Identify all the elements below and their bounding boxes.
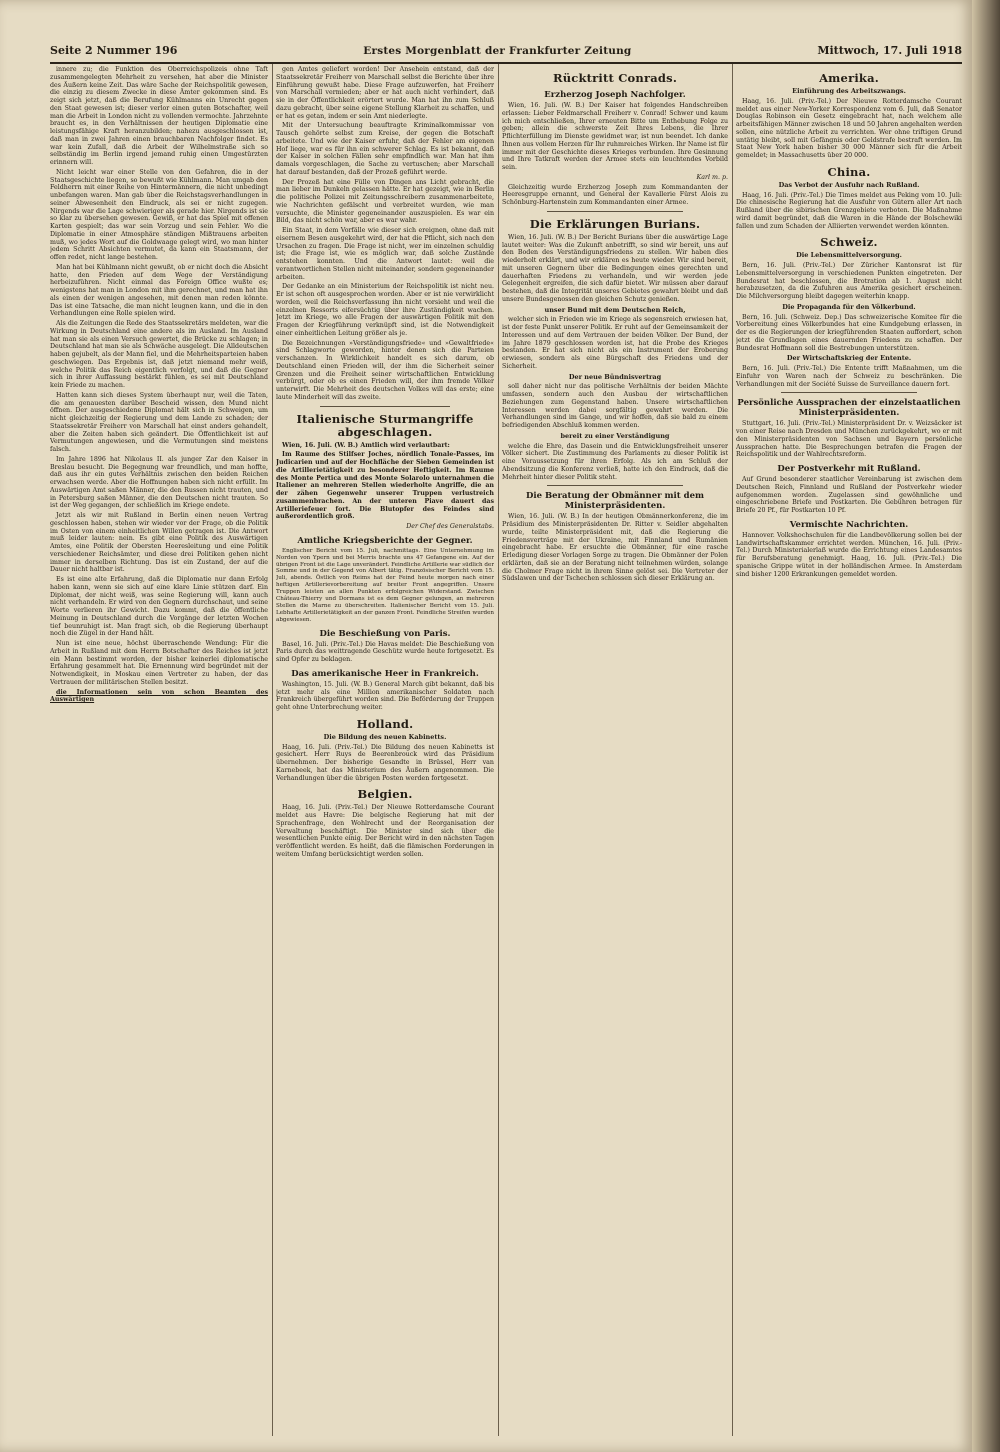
paragraph: Mit der Untersuchung beauftragte Kriminalkommissar von Tausch gehörte selbst zum Kreise, der gegen die Botschaft arbeitete. Und wie der Kaiser erfuhr, daß der Fehler am eigenen Hof liege, war es für ihn ein schwerer Schlag. Es ist bekannt, daß der Kaiser in solchen Fällen sehr empfindlich war. Man hat ihm damals vorgeschlagen, die Sache zu vertuschen; aber Marschall hat darauf bestanden, daß der Prozeß geführt werde. — [276, 122, 494, 176]
headline-obmaenner-conference: Die Beratung der Obmänner mit dem Ministerpräsidenten. — [525, 491, 705, 512]
paragraph: Der Gedanke an ein Ministerium der Reichspolitik ist nicht neu. Er ist schon oft ausgesprochen worden. Aber er ist nie verwirklicht worden, weil die Reichsverfassung ihn nicht vorsieht und weil die einzelnen Ressorts eifersüchtig über ihre Zuständigkeit wachen. Jetzt im Kriege, wo alle Fragen der auswärtigen Politik mit den Fragen der Kriegführung verknüpft sind, ist die Notwendigkeit einer einheitlichen Leitung größer als je. — [276, 283, 494, 337]
article-text: Englischer Bericht vom 15. Juli, nachmittags. Eine Unternehmung im Norden von Ypern und bei Merris brachte uns 47 Gefangene ein. Auf der übrigen Front ist die Lage unverändert. Feindliche Artillerie war südlich der Somme und in der Gegend von Albert tätig. Französischer Bericht vom 15. Juli, abends. Östlich von Reims hat der Feind heute morgen nach einer heftigen Artillerievorbereitung auf breiter Front angegriffen. Unsere Truppen leisten an allen Punkten erfolgreichen Widerstand. Zwischen Château-Thierry und Dormans ist es dem Gegner gelungen, an mehreren Stellen die Marne zu überschreiten. Italienischer Bericht vom 15. Juli. Lebhafte Artillerietätigkeit an der ganzen Front. Feindliche Streifen wurden abgewiesen. — [276, 547, 494, 623]
separator — [547, 485, 683, 486]
paragraph: Als die Zeitungen die Rede des Staatssekretärs meldeten, war die Wirkung in Deutschland eine andere als im Ausland. Im Ausland hat man sie als einen Versuch gewertet, die Brücke zu schlagen; in Deutschland hat man sie als Schwäche ausgelegt. Die Alldeutschen haben gejubelt, als der Mann fiel, und die Mehrheitsparteien haben geschwiegen. Das Ergebnis ist, daß jetzt niemand mehr weiß, welche Politik das Reich eigentlich verfolgt, und daß die Gegner sich in ihrer Auffassung bestärkt fühlen, es sei mit Deutschland kein Friede zu machen. — [50, 320, 268, 389]
subheadline: Der Wirtschaftskrieg der Entente. — [786, 354, 912, 363]
subheadline: Die Propaganda für den Völkerbund. — [782, 302, 916, 311]
subheadline: Das Verbot der Ausfuhr nach Rußland. — [778, 180, 920, 189]
headline-postal-russia: Der Postverkehr mit Rußland. — [777, 464, 921, 474]
paragraph: Nicht leicht war einer Stelle von den Gefahren, die in der Staatsgeschichte liegen, so bewußt wie Kühlmann. Man umgab den Feldherrn mit einer Reihe von Hintermännern, die nicht unbedingt unbefangen waren. Man gab über die Reichstagsverhandlungen in seiner Abwesenheit den Eindruck, als sei er nicht zugegen. Nirgends war die Lage schwieriger als gerade hier. Nirgends ist sie so klar zu übersehen gewesen. Gewiß, er hat das Spiel mit offenen Karten gespielt; das war sein Vorzug und sein Fehler. Wo die Diplomatie in einer Atmosphäre ständigen Mißtrauens arbeiten muß, wo jedes Wort auf die Goldwaage gelegt wird, wo man hinter jedem Schritt Absichten vermutet, da kann ein Staatsmann, der offen redet, nicht lange bestehen. — [50, 168, 268, 261]
signature: Karl m. p. — [696, 173, 728, 181]
subheadline: bereit zu einer Verständigung — [560, 431, 670, 440]
headline-minister-presidents: Persönliche Aussprachen der einzelstaatlichen Ministerpräsidenten. — [737, 398, 961, 419]
paragraph: Jetzt als wir mit Rußland in Berlin einen neuen Vertrag geschlossen haben, stehen wir wieder vor der Frage, ob die Politik im Osten von einem einheitlichen Willen getragen ist. Die Antwort muß leider lauten: nein. Es gibt eine Politik des Auswärtigen Amtes, eine Politik der Obersten Heeresleitung und eine Politik verschiedener Reichsämter, und diese drei Politiken gehen nicht immer in derselben Richtung. Das ist ein Zustand, der auf die Dauer nicht haltbar ist. — [50, 512, 268, 574]
signature: Der Chef des Generalstabs. — [406, 523, 494, 530]
headline-holland: Holland. — [356, 716, 414, 731]
paragraph: Der Prozeß hat eine Fülle von Dingen ans Licht gebracht, die man lieber im Dunkeln gelassen hätte. Er hat gezeigt, wie in Berlin die politische Polizei mit Zeitungsschreibern zusammenarbeitete, wie Nachrichten gefälscht und verbreitet wurden, wie man versuchte, die Minister gegeneinander auszuspielen. Es war ein Bild, das nicht schön war, aber es war wahr. — [276, 178, 494, 225]
subheadline: Einführung des Arbeitszwangs. — [792, 87, 906, 95]
paragraph: Hatten kann sich dieses System überhaupt nur, weil die Taten, die am genauesten darüber Bescheid wissen, den Mund nicht öffnen. Der ausgeschiedene Diplomat hält sich in Schweigen, um nicht gleichzeitig der Regierung und dem Lande zu schaden; der Staatssekretär Freiherr von Marschall hat einst anders gehandelt, aber die Zeiten haben sich geändert. Die Öffentlichkeit ist auf Vermutungen angewiesen, und die Vermutungen sind meistens falsch. — [50, 391, 268, 453]
column-rule — [498, 64, 499, 1436]
paragraph: gen Amtes geliefert worden! Der Ansehein entstand, daß der Staatssekretär Freiherr von Marschall selbst die Berichte über ihre Einführung gewußt habe. Diese Frage aufzuwerfen, hat Freiherr von Marschall vermieden; aber er hat auch nicht verhindert, daß sie in der Öffentlichkeit erörtert wurde. Man hat ihn zum Schluß dazu gebracht, über seine eigene Stellung Klarheit zu schaffen, und er hat es getan, indem er sein Amt niederlegte. — [276, 66, 494, 120]
headline-china: China. — [827, 164, 871, 179]
column-footer: die Informationen sein von schon Beamten des Auswärtigen — [50, 688, 268, 704]
column-2 — [276, 66, 494, 1436]
article-text: Im Raume des Stilfser Joches, nördlich Tonale-Passes, im Judicarien und auf der Hochfläche der Sieben Gemeinden ist die Artillerietätigkeit zu besonderer Heftigkeit. Im Raume des Monte Pertica und des Monte Solarolo unternahmen die Italiener an mehreren Stellen wiederholte Angriffe, die an der zähen Gegenwehr unserer Truppen verlustreich zusammenbrachen. An der unteren Piave dauert das Artilleriefeuer fort. Die Blutopfer des Feindes sind außerordentlich groß. — [276, 451, 494, 521]
article-text: Haag, 16. Juli. (Priv.-Tel.) Die Times meldet aus Peking vom 10. Juli: Die chinesische Regierung hat die Ausfuhr von Gütern aller Art nach Rußland über die sibirischen Grenzgebiete verboten. Die Maßnahme wird damit begründet, daß die Waren in die Hände der Bolschewiki fallen und zum Schaden der Alliierten verwendet werden könnten. — [736, 191, 962, 230]
column-1 — [50, 66, 268, 1436]
article-text: welche die Ehre, das Dasein und die Entwicklungsfreiheit unserer Völker sichert. Die Zustimmung des Parlaments zu dieser Politik ist eine Voraussetzung für ihren Erfolg. Als ich am Schluß der Abendsitzung die Konferenz verließ, hatte ich den Eindruck, daß die Mehrheit hinter dieser Politik steht. — [502, 442, 728, 481]
article-text: Haag, 16. Juli. (Priv.-Tel.) Der Nieuwe Rotterdamsche Courant meldet aus einer New-Yorker Korrespondenz vom 6. Juli, daß Senator Douglas Robinson ein Gesetz eingebracht hat, nach welchem alle arbeitsfähigen Männer zwischen 18 und 50 Jahren angehalten werden sollen, eine nützliche Arbeit zu verrichten. Wer ohne triftigen Grund untätig bleibt, soll mit Gefängnis oder Geldstrafe bestraft werden. Im Staat New York haben bisher 30 000 Männer sich für die Arbeit gemeldet; in Massachusetts über 20 000. — [736, 97, 962, 159]
article-text: Auf Grund besonderer staatlicher Vereinbarung ist zwischen dem Deutschen Reich, Finnland und Rußland der Postverkehr wieder aufgenommen worden. Zugelassen sind gewöhnliche und eingeschriebene Briefe und Postkarten. Die Gebühren betragen für Briefe 20 Pf., für Postkarten 10 Pf. — [736, 476, 962, 514]
paragraph: innere zu; die Funktion des Oberreichspolizeis ohne Taft zusammengelegten Mehrheit zu versehen, hat aber die Minister des Äußern keine Zeit. Das wäre Sache der Reichspolitik gewesen, die einzig zu diesem Zwecke in diese Ämter gekommen sind. Es zeigt sich jetzt, daß die Berufung Kühlmanns ein Unrecht gegen den Staat gewesen ist; dieser verlor einen guten Botschafter, weil man die Arbeit in London nicht zu vollenden vermochte. Jahrzehnte braucht es, in den Verhältnissen der heutigen Diplomatie eine leistungsfähige Kraft heranzubilden; nahezu ausgeschlossen ist, daß man in zwei Jahren einen brauchbaren Nachfolger findet. Es war kein Zufall, daß die Arbeit der Wilhelmstraße sich so selbständig im Berlin irgend jemand ruhig einen Umgestürzten erinnern will. — [50, 66, 268, 166]
separator — [781, 392, 917, 393]
subheadline: Der neue Bündnisvertrag — [568, 372, 662, 381]
article-text: Bern, 16. Juli. (Priv.-Tel.) Die Entente trifft Maßnahmen, um die Einfuhr von Waren nach der Schweiz zu beschränken. Die Verhandlungen mit der Société Suisse de Surveillance dauern fort. — [736, 365, 962, 388]
binding-edge — [972, 0, 1000, 1452]
subheadline: Die Lebensmittelversorgung. — [796, 251, 902, 260]
article-text: Bern, 16. Juli. (Schweiz. Dep.) Das schweizerische Komitee für die Vorbereitung eines Völkerbundes hat eine Kundgebung erlassen, in der es die Regierungen der kriegführenden Staaten auffordert, schon jetzt die Grundlagen eines dauernden Friedens zu schaffen. Der Bundesrat Hoffmann soll die Bestrebungen unterstützen. — [736, 313, 962, 352]
subheadline: Die Bildung des neuen Kabinetts. — [323, 732, 447, 741]
headline-conrad-resignation: Rücktritt Conrads. — [552, 71, 678, 85]
headline-american-army: Das amerikanische Heer in Frankreich. — [291, 668, 479, 679]
article-text: Washington, 15. Juli. (W. B.) General March gibt bekannt, daß bis jetzt mehr als eine Million amerikanischer Soldaten nach Frankreich übergeführt worden sind. Die Beförderung der Truppen geht ohne Unterbrechung weiter. — [276, 680, 494, 712]
column-4 — [736, 66, 962, 1436]
separator — [547, 211, 683, 212]
article-text: soll daher nicht nur das politische Verhältnis der beiden Mächte umfassen, sondern auch den Ausbau der wirtschaftlichen Beziehungen zum Gegenstand haben. Unsere wirtschaftlichen Interessen werden dabei sorgfältig gewahrt werden. Die Verhandlungen sind im Gange, und wir hoffen, daß sie bald zu einem befriedigenden Abschluß kommen werden. — [502, 383, 728, 429]
headline-miscellaneous: Vermischte Nachrichten. — [789, 519, 909, 530]
article-text: Gleichzeitig wurde Erzherzog Joseph zum Kommandanten der Heeresgruppe ernannt, und General der Kavallerie Fürst Alois zu Schönburg-Hartenstein zum Kommandanten einer Armee. — [502, 183, 728, 206]
headline-paris-shelling: Die Beschießung von Paris. — [319, 628, 451, 639]
headline-america: Amerika. — [819, 71, 879, 85]
article-text: Haag, 16. Juli. (Priv.-Tel.) Der Nieuwe Rotterdamsche Courant meldet aus Havre: Die belgische Regierung hat mit der Sprachenfrage, den Wohlrecht und der Reorganisation der Verwaltung beschäftigt. Die Minister sind sich über die wesentlichen Punkte einig. Der Bericht wird in den nächsten Tagen veröffentlicht werden. Es heißt, daß die flämischen Forderungen in weitem Umfang berücksichtigt werden sollen. — [276, 804, 494, 858]
paragraph: Im Jahre 1896 hat Nikolaus II. als junger Zar den Kaiser in Breslau besucht. Die Begegnung war freundlich, und man hoffte, daß aus ihr ein gutes Verhältnis zwischen den beiden Reichen erwachsen werde. Aber die Hoffnungen haben sich nicht erfüllt. Im Auswärtigen Amt saßen Männer, die den Russen nicht trauten, und in Petersburg saßen Männer, die den Deutschen nicht trauten. So ist der Weg gegangen, der schließlich im Kriege endete. — [50, 455, 268, 510]
separator — [320, 406, 451, 407]
article-text: Stuttgart, 16. Juli. (Priv.-Tel.) Ministerpräsident Dr. v. Weizsäcker ist von einer Reise nach Dresden und München zurückgekehrt, wo er mit den Ministerpräsidenten von Sachsen und Bayern persönliche Aussprachen hatte. Die Besprechungen betrafen die Fragen der Reichspolitik und der Wahlrechtsreform. — [736, 420, 962, 459]
column-rule — [732, 64, 733, 1436]
paragraph: Man hat bei Kühlmann nicht gewußt, ob er nicht doch die Absicht hatte, den Frieden auf dem Wege der Verständigung herbeizuführen. Nicht einmal das Foreign Office wußte es; wenigstens hat man in London mit ihm gerechnet, und man hat ihn als einen der wenigen angesehen, mit denen man reden könnte. Das ist eine Tatsache, die man nicht leugnen kann, und die in den Verhandlungen eine Rolle spielen wird. — [50, 263, 268, 318]
paragraph: Die Bezeichnungen »Verständigungsfriede« und »Gewaltfriede« sind Schlagworte geworden, hinter denen sich die Parteien verschanzen. In Wirklichkeit handelt es sich darum, ob Deutschland einen Frieden will, der ihm die Sicherheit seiner Grenzen und die Freiheit seiner wirtschaftlichen Entwicklung verbürgt, oder ob es einen Frieden will, der ihm fremde Völker unterwirft. Die Mehrheit des deutschen Volkes will das erste; eine laute Minderheit will das zweite. — [276, 339, 494, 401]
article-text: Hannover. Volkshochschulen für die Landbevölkerung sollen bei der Landwirtschaftskammer errichtet werden. München, 16. Juli. (Priv.-Tel.) Durch Ministerialerlaß wurde die Errichtung eines Landesamtes für Berufsberatung genehmigt. Haag, 16. Juli. (Priv.-Tel.) Die spanische Grippe wütet in der holländischen Armee. In Amsterdam sind bisher 1200 Erkrankungen gemeldet worden. — [736, 531, 962, 578]
headline-switzerland: Schweiz. — [820, 235, 878, 250]
paragraph: Ein Staat, in dem Vorfälle wie dieser sich ereignen, ohne daß mit eisernem Besen ausgekehrt wird, der hat die Pflicht, sich nach den Ursachen zu fragen. Die Frage ist nicht, wer im einzelnen schuldig ist; die Frage ist, wie es möglich war, daß solche Zustände entstehen konnten. Und die Antwort lautet: weil die verantwortlichen Stellen nicht miteinander, sondern gegeneinander arbeiten. — [276, 227, 494, 281]
headline-italian-attacks: Italienische Sturmangriffe abgeschlagen. — [296, 411, 474, 439]
masthead — [50, 44, 962, 64]
paragraph: Nun ist eine neue, höchst überraschende Wendung: Für die Arbeit in Rußland mit dem Herrn Botschafter des Reiches ist jetzt ein Mann bestimmt worden, der bisher keinerlei diplomatische Erfahrung gesammelt hat. Die Ernennung wird begründet mit der Notwendigkeit, in Moskau einen Vertreter zu haben, der das Vertrauen der militärischen Stellen besitzt. — [50, 640, 268, 686]
subheadline: Erzherzog Joseph Nachfolger. — [544, 90, 686, 100]
column-3 — [502, 66, 728, 1436]
article-text: Bern, 16. Juli. (Priv.-Tel.) Der Züricher Kantonsrat ist für Lebensmittelversorgung in verschiedenen Punkten eingetreten. Der Bundesrat hat beschlossen, die Brotration ab 1. August nicht herabzusetzen, da die Zufuhren aus Amerika gesichert erscheinen. Die Milchversorgung bleibt dagegen weiterhin knapp. — [736, 262, 962, 300]
page-number: Seite 2 Nummer 196 — [50, 44, 178, 57]
paragraph: Es ist eine alte Erfahrung, daß die Diplomatie nur dann Erfolg haben kann, wenn sie sich auf eine klare Linie stützen darf. Ein Diplomat, der nicht weiß, was seine Regierung will, kann auch nicht verhandeln. Er wird von den Gegnern durchschaut, und seine Worte verlieren ihr Gewicht. Dazu kommt, daß die öffentliche Meinung in Deutschland durch die Vorgänge der letzten Wochen tief beunruhigt ist. Man fragt sich, ob die Regierung überhaupt noch die Zügel in der Hand hält. — [50, 576, 268, 638]
article-text: Wien, 16. Juli. (W. B.) Der Kaiser hat folgendes Handschreiben erlassen: Lieber Feldmarschall Freiherr v. Conrad! Schwer und kaum ich mich entschließen, Ihrer erneuten Bitte um Enthebung Folge zu geben; allein die schwerste Zeit Ihres Lebens, die Ihrer Pflichterfüllung im Dienste gewidmet war, ist nun beendet. Ich danke Ihnen aus vollem Herzen für Ihr ruhmreiches Wirken. Ihr Name ist für immer mit der Geschichte dieses Krieges verbunden. Ihre Gesinnung und Ihre Tatkraft werden der Armee stets ein leuchtendes Vorbild sein. — [502, 102, 728, 171]
subheadline: unser Bund mit dem Deutschen Reich, — [544, 305, 686, 314]
article-text: Wien, 16. Juli. (W. B.) Der Bericht Burians über die auswärtige Lage lautet weiter: Was die Zukunft anbetrifft, so sind wir bereit, uns auf den Boden des Verständigungsfriedens zu stellen. Wir haben dies wiederholt erklärt, und wir erklären es heute wieder. Wir sind bereit, mit unseren Gegnern über die Bedingungen eines gerechten und dauerhaften Friedens zu verhandeln, und wir werden jede Gelegenheit ergreifen, die sich dafür bietet. Wir müssen aber darauf bestehen, daß die Integrität unseres Gebietes gewahrt bleibt und daß unsere Bundesgenossen den gleichen Schutz genießen. — [502, 233, 728, 303]
column-rule — [272, 64, 273, 1436]
article-text: welcher sich in Frieden wie im Kriege als segensreich erwiesen hat, ist der feste Punkt unserer Politik. Er ruht auf der Gemeinsamkeit der Interessen und auf dem Vertrauen der beiden Völker. Der Bund, der im Jahre 1879 geschlossen worden ist, hat die Probe des Krieges bestanden. Er hat sich nicht als ein Instrument der Eroberung erwiesen, sondern als eine Bürgschaft des Friedens und der Sicherheit. — [502, 316, 728, 370]
newspaper-title: Erstes Morgenblatt der Frankfurter Zeitung — [363, 45, 632, 57]
article-text: Wien, 16. Juli. (W. B.) In der heutigen Obmännerkonferenz, die im Präsidium des Ministerpräsidenten Dr. Ritter v. Seidler abgehalten wurde, teilte Ministerpräsident mit, daß die Regierung die Friedensverträge mit der Ukraine, mit Finnland und Rumänien eingebracht habe. Er ersuchte die Obmänner, für eine rasche Erledigung dieser Vorlagen Sorge zu tragen. Die Obmänner der Polen erklärten, daß sie an der Beratung nicht teilnehmen würden, solange die Cholmer Frage nicht in ihrem Sinne gelöst sei. Die Vertreter der Südslawen und der Tschechen schlossen sich dieser Erklärung an. — [502, 513, 728, 583]
headline-belgium: Belgien. — [357, 787, 413, 802]
article-text: Haag, 16. Juli. (Priv.-Tel.) Die Bildung des neuen Kabinetts ist gesichert. Herr Ruys de Beerenbrouck wird das Präsidium übernehmen. Der bisherige Gesandte in Brüssel, Herr van Karnebeek, hat das Ministerium des Äußern angenommen. Die Verhandlungen über die übrigen Posten werden fortgesetzt. — [276, 743, 494, 782]
dateline: Wien, 16. Juli. (W. B.) Amtlich wird verlautbart: — [282, 441, 450, 449]
issue-date: Mittwoch, 17. Juli 1918 — [817, 44, 962, 57]
headline-burian-statements: Die Erklärungen Burians. — [529, 216, 701, 231]
headline-enemy-reports: Amtliche Kriegsberichte der Gegner. — [297, 535, 473, 546]
article-text: Basel, 16. Juli. (Priv.-Tel.) Die Havas meldet: Die Beschießung von Paris durch das weittragende Geschütz wurde heute fortgesetzt. Es sind Opfer zu beklagen. — [276, 640, 494, 664]
